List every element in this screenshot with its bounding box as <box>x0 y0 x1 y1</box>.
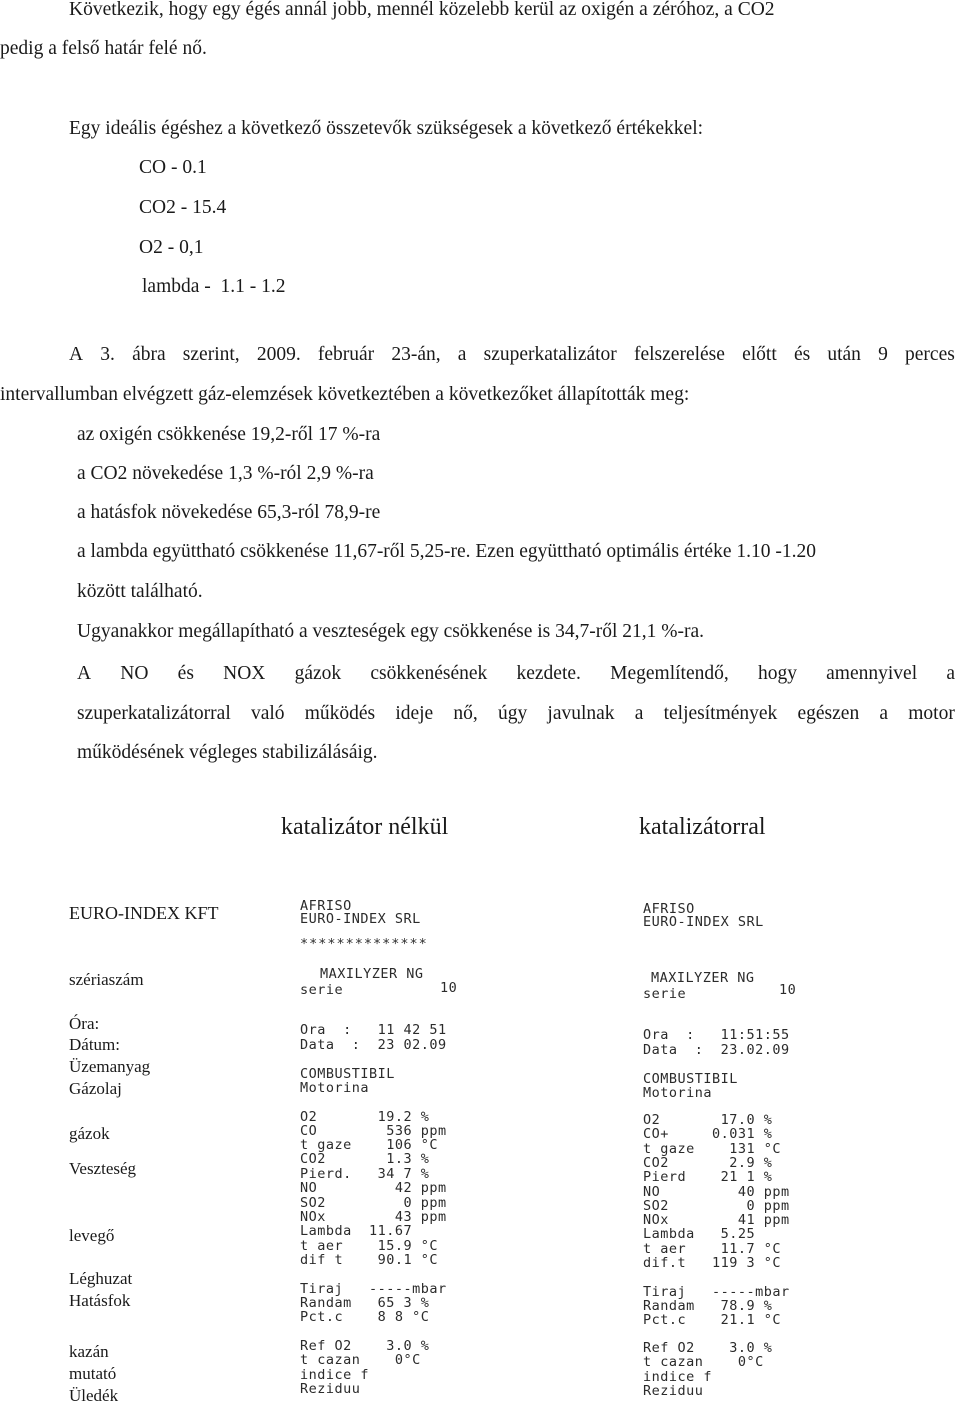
receipt-model: MAXILYZER NG <box>320 966 424 982</box>
receipt-taer: t aer 15.9 °C <box>300 1238 439 1254</box>
label-serial: szériaszám <box>69 970 144 989</box>
intro-line-1: Következik, hogy egy égés annál jobb, mennél közelebb kerül az oxigén a zéróhoz, a CO2 <box>69 0 775 20</box>
word: motor <box>908 703 955 724</box>
receipt-dift: dif.t 119 3 °C <box>643 1255 782 1271</box>
receipt-brand: AFRISO <box>643 901 695 917</box>
result-item-lambda: a lambda együttható csökkenése 11,67-ről 5,25-re. Ezen együttható optimális értéke 1.10 -1.20 <box>77 541 816 562</box>
receipt-tgaze: t gaze 106 °C <box>300 1137 439 1153</box>
closing-line-1 <box>77 664 955 684</box>
word: szuperkatalizátor <box>483 344 617 365</box>
label-diesel: Gázolaj <box>69 1079 122 1098</box>
column-heading-with-catalyst: katalizátorral <box>639 814 766 840</box>
receipt-dift: dif t 90.1 °C <box>300 1252 439 1268</box>
label-loss: Veszteség <box>69 1159 137 1178</box>
word: A <box>69 344 84 365</box>
word: felszerelése <box>633 344 725 365</box>
word: egészen <box>797 703 860 724</box>
closing-line-2 <box>77 704 955 724</box>
word: szuperkatalizátorral <box>77 703 231 724</box>
word: 2009. <box>256 344 301 365</box>
word: 9 <box>878 344 888 365</box>
word: NOX <box>223 663 266 684</box>
word: Megemlítendő, <box>610 663 729 684</box>
label-gases: gázok <box>69 1124 110 1143</box>
receipt-model: MAXILYZER NG <box>651 970 755 986</box>
word: 23-án, <box>391 344 441 365</box>
word: való <box>250 703 285 724</box>
label-air: levegő <box>69 1226 115 1245</box>
receipt-tcazan: t cazan 0°C <box>643 1354 764 1370</box>
receipt-serie-no: 10 <box>779 982 797 998</box>
intro-line-2: pedig a felső határ felé nő. <box>0 38 207 59</box>
receipt-pctc: Pct.c 21.1 °C <box>643 1312 782 1328</box>
word: gázok <box>294 663 342 684</box>
word: kezdete. <box>516 663 581 684</box>
word: nő, <box>453 703 478 724</box>
ideal-value-lambda: lambda - 1.1 - 1.2 <box>142 276 286 297</box>
receipt-tiraj: Tiraj -----mbar <box>300 1281 447 1297</box>
word: működés <box>304 703 376 724</box>
receipt-tcazan: t cazan 0°C <box>300 1352 421 1368</box>
word: ideje <box>395 703 434 724</box>
receipt-tgaze: t gaze 131 °C <box>643 1141 782 1157</box>
label-indicator: mutató <box>69 1364 117 1383</box>
label-fuel: Üzemanyag <box>69 1057 151 1076</box>
label-draft: Léghuzat <box>69 1269 133 1288</box>
receipt-co2: CO2 2.9 % <box>643 1155 773 1171</box>
word: úgy <box>497 703 528 724</box>
receipt-combustibil: COMBUSTIBIL <box>300 1066 395 1082</box>
receipt-with-catalyst <box>643 898 813 1413</box>
receipt-taer: t aer 11.7 °C <box>643 1241 782 1257</box>
receipt-motorina: Motorina <box>300 1080 370 1096</box>
receipt-co: CO 536 ppm <box>300 1123 447 1139</box>
receipt-pctc: Pct.c 8 8 °C <box>300 1309 430 1325</box>
word: a <box>634 703 644 724</box>
word: szerint, <box>182 344 240 365</box>
receipt-data: Data : 23 02.09 <box>300 1037 447 1053</box>
receipt-o2: O2 19.2 % <box>300 1109 430 1125</box>
receipt-no: NO 40 ppm <box>643 1184 790 1200</box>
label-boiler: kazán <box>69 1342 109 1361</box>
ideal-heading: Egy ideális égéshez a következő összetevők szükségesek a következő értékekkel: <box>69 118 704 139</box>
receipt-nox: NOx 43 ppm <box>300 1209 447 1225</box>
receipt-lambda: Lambda 11.67 <box>300 1223 413 1239</box>
receipt-company: EURO-INDEX SRL <box>643 914 764 930</box>
word: ábra <box>132 344 166 365</box>
word: NO <box>120 663 149 684</box>
word: február <box>317 344 375 365</box>
label-date: Dátum: <box>69 1035 120 1054</box>
column-heading-without-catalyst: katalizátor nélkül <box>281 814 449 840</box>
closing-line-3: működésének végleges stabilizálásáig. <box>77 742 378 763</box>
label-company: EURO-INDEX KFT <box>69 903 219 923</box>
label-sediment: Üledék <box>69 1386 119 1405</box>
word: A <box>77 663 92 684</box>
receipt-pierd: Pierd 21 1 % <box>643 1169 773 1185</box>
result-item-losses: Ugyanakkor megállapítható a veszteségek egy csökkenése is 34,7-ről 21,1 %-ra. <box>77 621 705 642</box>
receipt-tiraj: Tiraj -----mbar <box>643 1284 790 1300</box>
receipt-randam: Randam 65 3 % <box>300 1295 430 1311</box>
word: perces <box>905 344 955 365</box>
receipt-indice: indice f <box>300 1367 370 1383</box>
word: a <box>946 663 955 684</box>
receipt-pierd: Pierd. 34 7 % <box>300 1166 430 1182</box>
receipt-so2: SO2 0 ppm <box>643 1198 790 1214</box>
receipt-motorina: Motorina <box>643 1085 713 1101</box>
receipt-stars: ************** <box>300 936 428 952</box>
receipt-lambda: Lambda 5.25 <box>643 1226 756 1242</box>
results-lead-line-1 <box>69 345 955 365</box>
receipt-randam: Randam 78.9 % <box>643 1298 773 1314</box>
label-hour: Óra: <box>69 1014 100 1033</box>
word: 3. <box>100 344 115 365</box>
receipt-reziduu: Reziduu <box>300 1381 361 1397</box>
word: javulnak <box>547 703 615 724</box>
receipt-company: EURO-INDEX SRL <box>300 911 421 927</box>
results-lead-line-2: intervallumban elvégzett gáz-elemzések következtében a következőket állapították meg: <box>0 384 690 405</box>
word: után <box>827 344 861 365</box>
label-efficiency: Hatásfok <box>69 1291 131 1310</box>
result-item-efficiency: a hatásfok növekedése 65,3-ról 78,9-re <box>77 502 381 523</box>
result-item-co2: a CO2 növekedése 1,3 %-ról 2,9 %-ra <box>77 463 374 484</box>
receipt-indice: indice f <box>643 1369 713 1385</box>
word: hogy <box>757 663 797 684</box>
receipt-nox: NOx 41 ppm <box>643 1212 790 1228</box>
receipt-refo2: Ref O2 3.0 % <box>300 1338 430 1354</box>
receipt-co2: CO2 1.3 % <box>300 1151 430 1167</box>
result-item-oxygen: az oxigén csökkenése 19,2-ről 17 %-ra <box>77 424 381 445</box>
ideal-value-co: CO - 0.1 <box>139 157 207 178</box>
receipt-without-catalyst <box>300 898 470 1413</box>
receipt-serie: serie <box>643 986 687 1002</box>
word: és <box>793 344 811 365</box>
result-item-lambda-cont: között található. <box>77 581 203 602</box>
receipt-o2: O2 17.0 % <box>643 1112 773 1128</box>
word: amennyivel <box>826 663 918 684</box>
receipt-co: CO+ 0.031 % <box>643 1126 773 1142</box>
receipt-ora: Ora : 11 42 51 <box>300 1022 447 1038</box>
ideal-value-co2: CO2 - 15.4 <box>139 197 227 218</box>
receipt-serie-no: 10 <box>440 980 458 996</box>
receipt-no: NO 42 ppm <box>300 1180 447 1196</box>
word: és <box>177 663 194 684</box>
receipt-ora: Ora : 11:51:55 <box>643 1027 790 1043</box>
receipt-data: Data : 23.02.09 <box>643 1042 790 1058</box>
word: előtt <box>742 344 777 365</box>
word: a <box>457 344 467 365</box>
receipt-refo2: Ref O2 3.0 % <box>643 1340 773 1356</box>
receipt-serie: serie <box>300 982 344 998</box>
receipt-so2: SO2 0 ppm <box>300 1195 447 1211</box>
ideal-value-o2: O2 - 0,1 <box>139 237 204 258</box>
receipt-reziduu: Reziduu <box>643 1383 704 1399</box>
receipt-combustibil: COMBUSTIBIL <box>643 1071 738 1087</box>
word: teljesítmények <box>663 703 778 724</box>
word: csökkenésének <box>370 663 488 684</box>
receipt-brand: AFRISO <box>300 898 352 914</box>
word: a <box>879 703 889 724</box>
